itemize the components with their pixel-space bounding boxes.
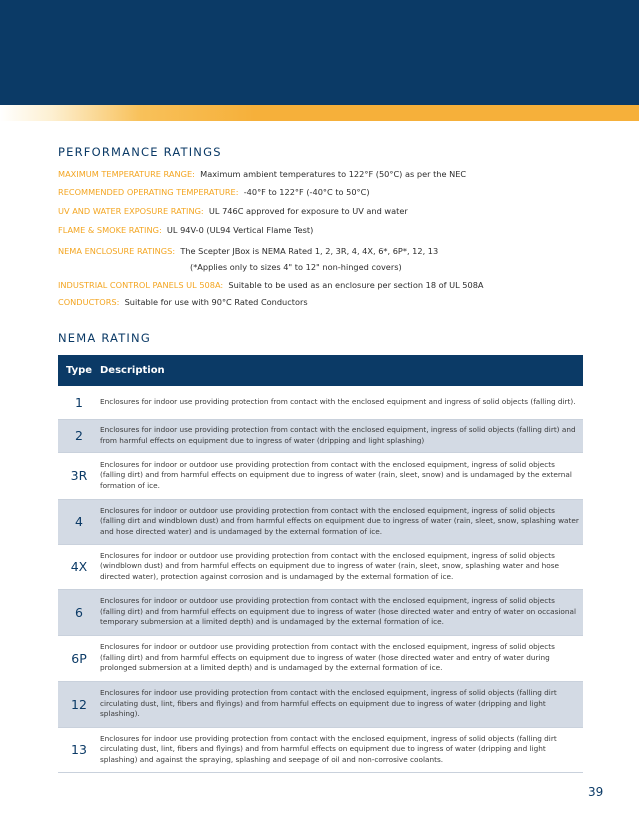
table-row	[58, 386, 583, 419]
nema-description: Enclosures for indoor or outdoor use providing protection from contact with the enclosed equipment, ingress of solid objects (falling dirt and windblown dust) and from harmful effects on equipment due to ingress of water (rain, sleet, snow, splashing water and hose directed water) and is undamaged by the external formation of ice.	[100, 499, 583, 544]
page-number: 39	[588, 785, 604, 799]
spec-uv-water-rating	[58, 206, 408, 216]
accent-stripe	[0, 105, 639, 121]
spec-label: NEMA ENCLOSURE RATINGS:	[58, 246, 176, 256]
table-row	[58, 681, 583, 727]
spec-value: UL 94V-0 (UL94 Vertical Flame Test)	[166, 225, 314, 235]
nema-description: Enclosures for indoor or outdoor use providing protection from contact with the enclosed equipment, ingress of solid objects (falling dirt) and from harmful effects on equipment due to ingress of water (hose directed water and entry of water during prolonged submersion at a limited depth) and is undamaged by the external formation of ice.	[100, 635, 583, 681]
spec-nema-enclosure-ratings	[58, 246, 438, 256]
performance-ratings-heading: PERFORMANCE RATINGS	[58, 145, 222, 159]
nema-description: Enclosures for indoor or outdoor use providing protection from contact with the enclosed equipment, ingress of solid objects (falling dirt) and from harmful effects on equipment due to ingress of water (rain, sleet, snow) and is undamaged by the external formation of ice.	[100, 452, 583, 499]
spec-value: UL 746C approved for exposure to UV and water	[208, 206, 408, 216]
nema-description: Enclosures for indoor use providing protection from contact with the enclosed equipment, ingress of solid objects (falling dirt circulating dust, lint, fibers and flyings) and from harmful effects on equipment due to ingress of water (dripping and light splashing).	[100, 681, 583, 727]
spec-value: The Scepter JBox is NEMA Rated 1, 2, 3R, 4, 4X, 6*, 6P*, 12, 13	[180, 246, 439, 256]
spec-value: -40°F to 122°F (-40°C to 50°C)	[243, 187, 370, 197]
nema-description: Enclosures for indoor or outdoor use providing protection from contact with the enclosed equipment, ingress of solid objects (falling dirt) and from harmful effects on equipment due to ingress of water (hose directed water and entry of water on occasional temporary submersion at a limited depth) and is undamaged by the external formation of ice.	[100, 589, 583, 635]
spec-max-temperature	[58, 169, 466, 179]
spec-conductors	[58, 297, 308, 307]
table-row	[58, 635, 583, 681]
spec-ul-508a	[58, 280, 484, 290]
nema-type: 6P	[58, 635, 100, 681]
nema-type: 1	[58, 386, 100, 419]
table-row	[58, 452, 583, 499]
spec-label: MAXIMUM TEMPERATURE RANGE:	[58, 169, 195, 179]
spec-label: UV AND WATER EXPOSURE RATING:	[58, 206, 204, 216]
nema-description: Enclosures for indoor use providing protection from contact with the enclosed equipment and ingress of solid objects (falling dirt).	[100, 386, 583, 419]
table-header-row	[58, 355, 583, 386]
type-column-header: Type	[58, 355, 100, 386]
nema-type: 13	[58, 727, 100, 772]
spec-label: INDUSTRIAL CONTROL PANELS UL 508A:	[58, 280, 224, 290]
spec-label: CONDUCTORS:	[58, 297, 120, 307]
spec-nema-footnote: (*Applies only to sizes 4" to 12" non-hinged covers)	[190, 262, 402, 272]
nema-description: Enclosures for indoor use providing protection from contact with the enclosed equipment, ingress of solid objects (falling dirt circulating dust, lint, fibers and flyings) and from harmful effects on equipment due to ingress of water (dripping and light splashing) and against the spraying, splashing and seepage of oil and non-corrosive coolants.	[100, 727, 583, 772]
header-band	[0, 0, 639, 105]
spec-value: Suitable for use with 90°C Rated Conductors	[124, 297, 308, 307]
nema-type: 4	[58, 499, 100, 544]
nema-description: Enclosures for indoor or outdoor use providing protection from contact with the enclosed equipment, ingress of solid objects (windblown dust) and from harmful effects on equipment due to ingress of water (rain, sleet, snow, splashing water and hose directed water), protection against corrosion and is undamaged by the external formation of ice.	[100, 544, 583, 589]
table-row	[58, 544, 583, 589]
nema-type: 6	[58, 589, 100, 635]
description-column-header: Description	[100, 355, 583, 386]
nema-rating-heading: NEMA RATING	[58, 331, 151, 345]
table-row	[58, 727, 583, 772]
nema-type: 2	[58, 419, 100, 452]
table-row	[58, 419, 583, 452]
nema-type: 3R	[58, 452, 100, 499]
nema-type: 4X	[58, 544, 100, 589]
spec-value: Maximum ambient temperatures to 122°F (50°C) as per the NEC	[200, 169, 467, 179]
spec-value: Suitable to be used as an enclosure per section 18 of UL 508A	[228, 280, 484, 290]
table-row	[58, 499, 583, 544]
table-row	[58, 589, 583, 635]
spec-label: FLAME & SMOKE RATING:	[58, 225, 162, 235]
nema-description: Enclosures for indoor use providing protection from contact with the enclosed equipment, ingress of solid objects (falling dirt) and from harmful effects on equipment due to ingress of water (dripping and light splashing)	[100, 419, 583, 452]
nema-rating-table	[58, 355, 583, 773]
spec-flame-smoke-rating	[58, 225, 313, 235]
spec-operating-temperature	[58, 187, 370, 197]
nema-type: 12	[58, 681, 100, 727]
spec-label: RECOMMENDED OPERATING TEMPERATURE:	[58, 187, 239, 197]
